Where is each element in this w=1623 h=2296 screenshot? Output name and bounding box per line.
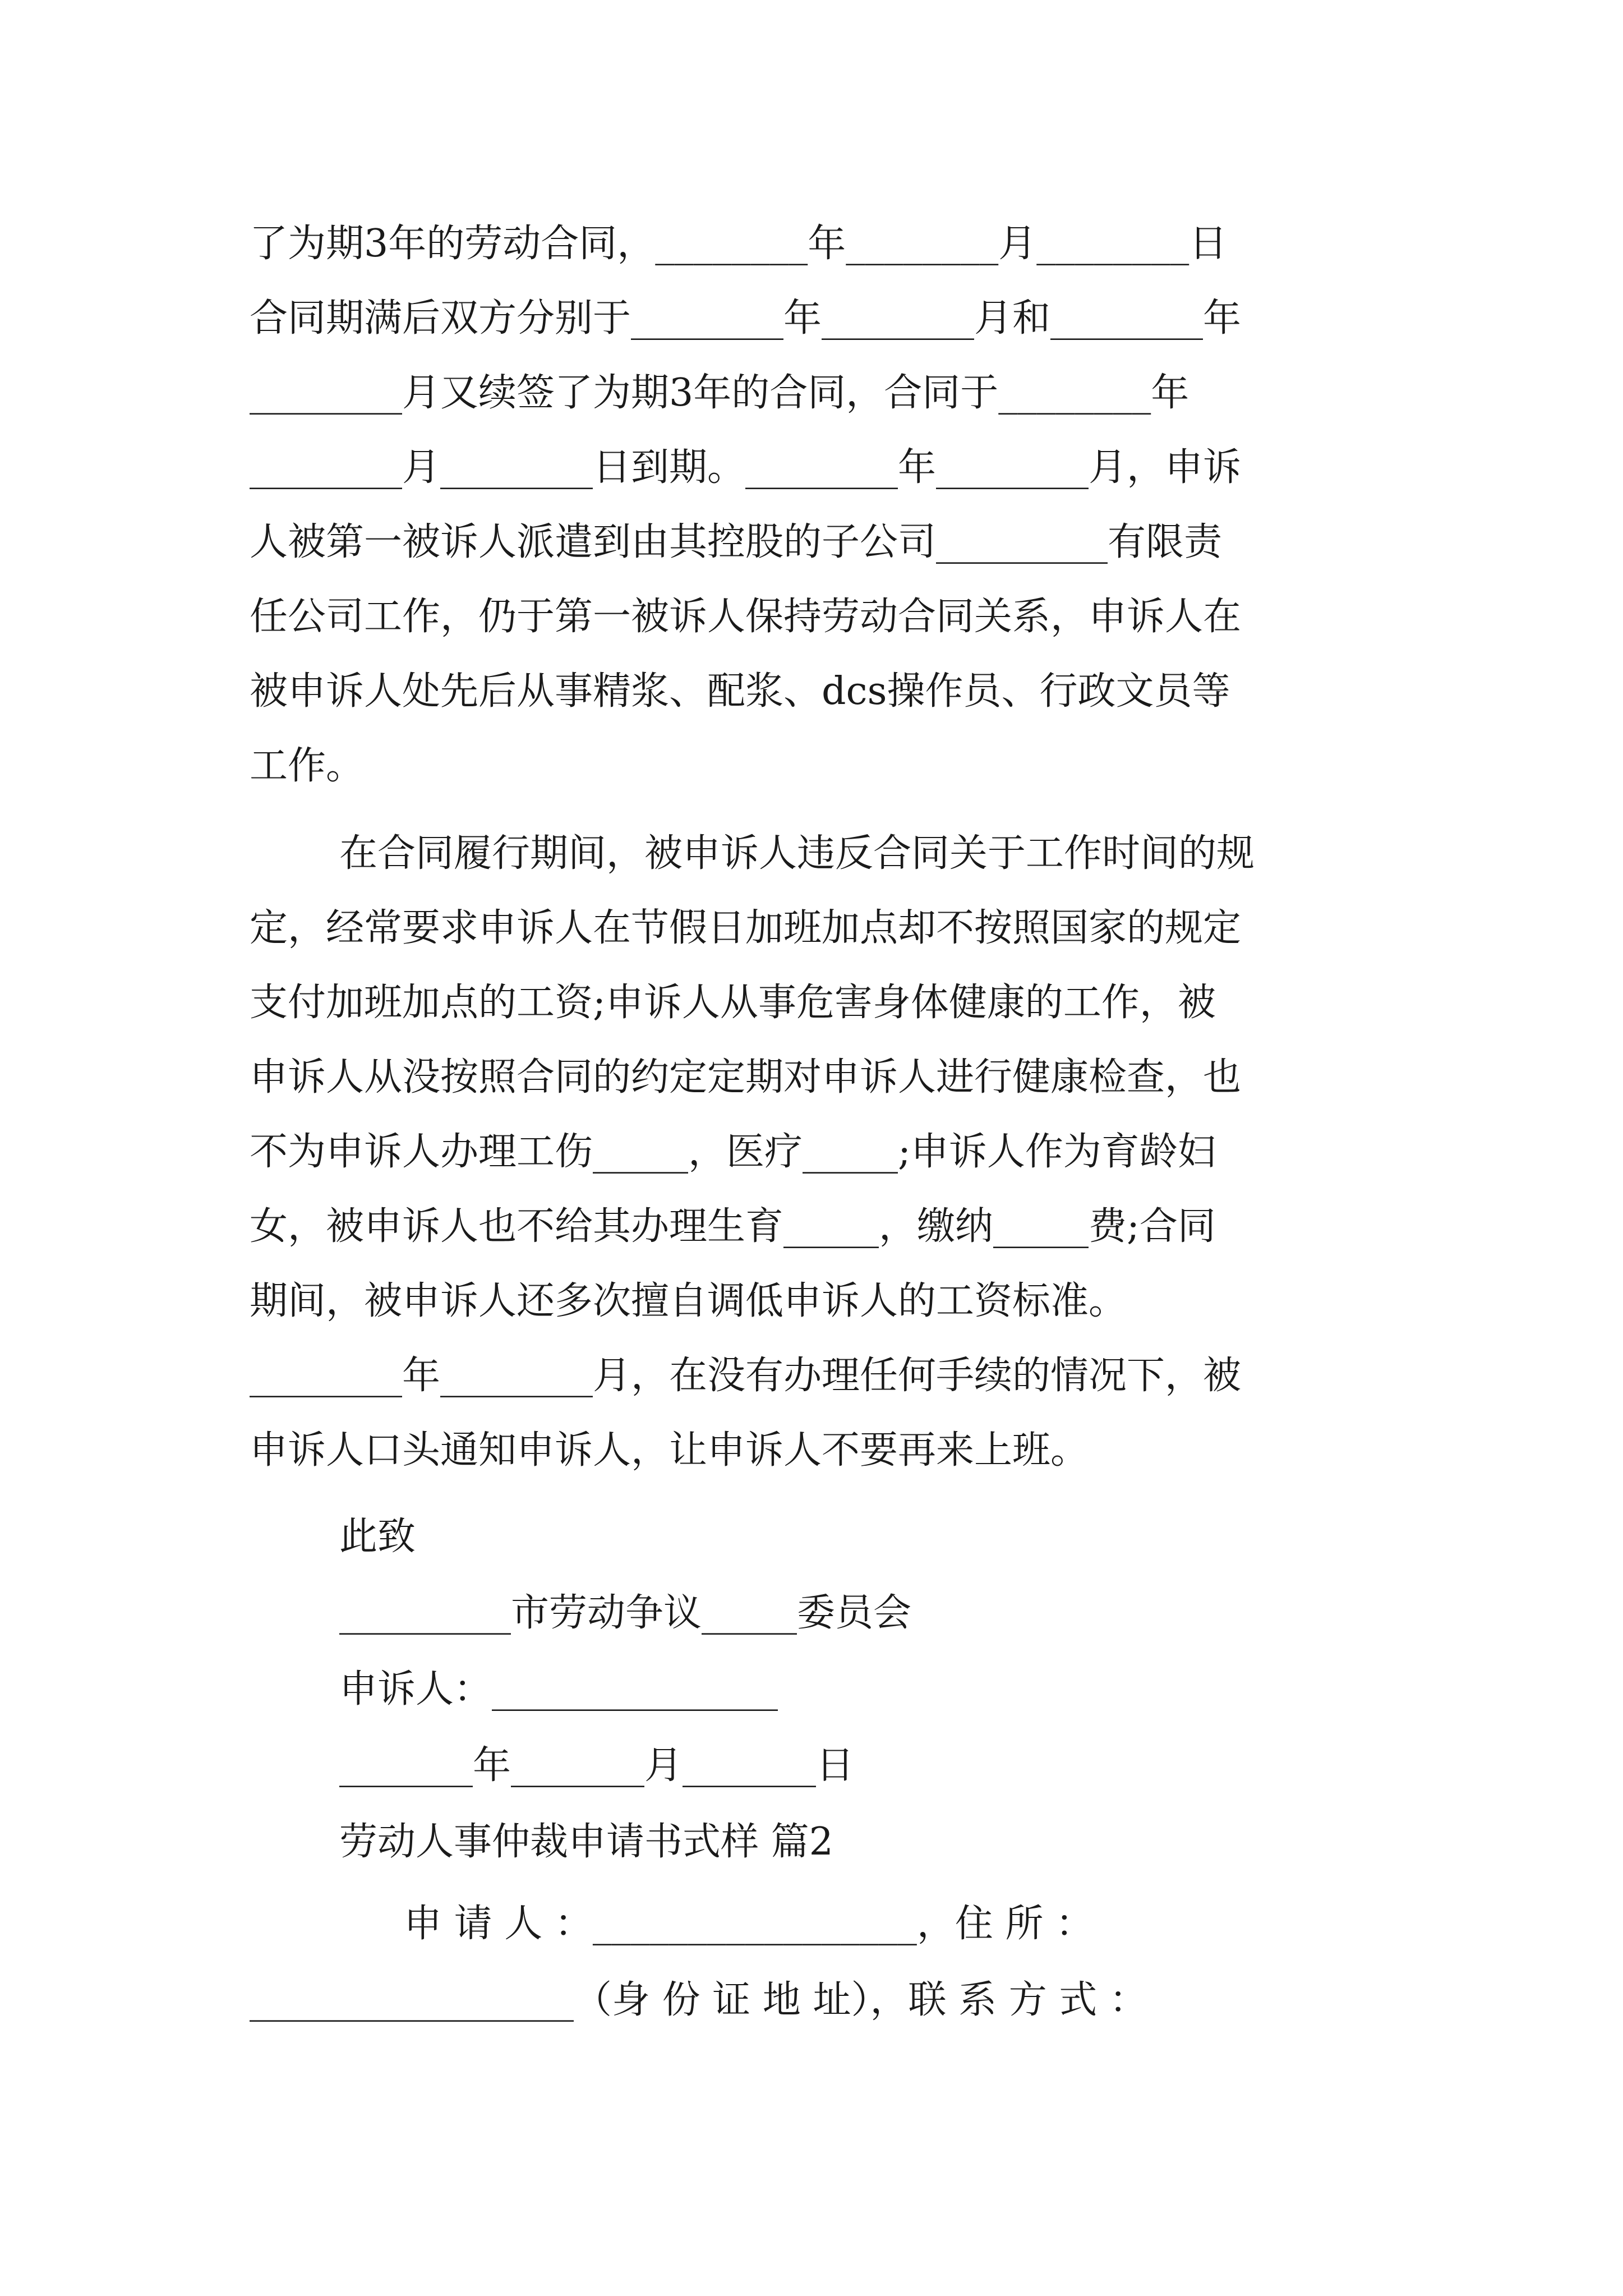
paragraph-line: 被申诉人处先后从事精浆、配浆、dcs操作员、行政文员等 <box>250 669 1230 714</box>
paragraph-line: 支付加班加点的工资;申诉人从事危害身体健康的工作，被 <box>250 981 1216 1025</box>
section-line: _________________（身 份 证 地 址），联 系 方 式 ： <box>250 1978 1147 2022</box>
paragraph-line: 人被第一被诉人派遣到由其控股的子公司_________有限责 <box>250 520 1223 564</box>
paragraph-line: 申诉人口头通知申诉人，让申诉人不要再来上班。 <box>250 1428 1089 1473</box>
paragraph-line: 不为申诉人办理工伤_____，医疗_____;申诉人作为育龄妇 <box>250 1130 1216 1174</box>
section-title: 劳动人事仲裁申请书式样 篇2 <box>339 1820 833 1864</box>
paragraph-line: ________年________月，在没有办理任何手续的情况下，被 <box>250 1354 1242 1398</box>
section-line: 申 请 人 ：_________________，住 所 ： <box>404 1902 1094 1946</box>
paragraph-line: ________月又续签了为期3年的合同，合同于________年 <box>250 371 1189 415</box>
paragraph-line: 了为期3年的劳动合同，________年________月________日 <box>250 222 1228 266</box>
paragraph-line: 任公司工作，仍于第一被诉人保持劳动合同关系，申诉人在 <box>250 595 1242 639</box>
paragraph-line: ________月________日到期。________年________月，申诉 <box>250 445 1242 490</box>
appellant-line: 申诉人：_______________ <box>339 1667 778 1711</box>
paragraph-line: 女，被申诉人也不给其办理生育_____，缴纳_____费;合同 <box>250 1204 1216 1249</box>
paragraph-line: 合同期满后双方分别于________年________月和________年 <box>250 296 1242 341</box>
paragraph-line: 定，经常要求申诉人在节假日加班加点却不按照国家的规定 <box>250 906 1242 950</box>
paragraph-line: 申诉人从没按照合同的约定定期对申诉人进行健康检查，也 <box>250 1055 1242 1099</box>
paragraph-line: 工作。 <box>250 744 365 788</box>
recipient-line: _________市劳动争议_____委员会 <box>339 1591 912 1635</box>
paragraph-line: 期间，被申诉人还多次擅自调低申诉人的工资标准。 <box>250 1279 1127 1323</box>
date-line: _______年_______月_______日 <box>339 1743 855 1788</box>
salutation: 此致 <box>339 1515 416 1559</box>
paragraph-line: 在合同履行期间，被申诉人违反合同关于工作时间的规 <box>339 831 1255 876</box>
